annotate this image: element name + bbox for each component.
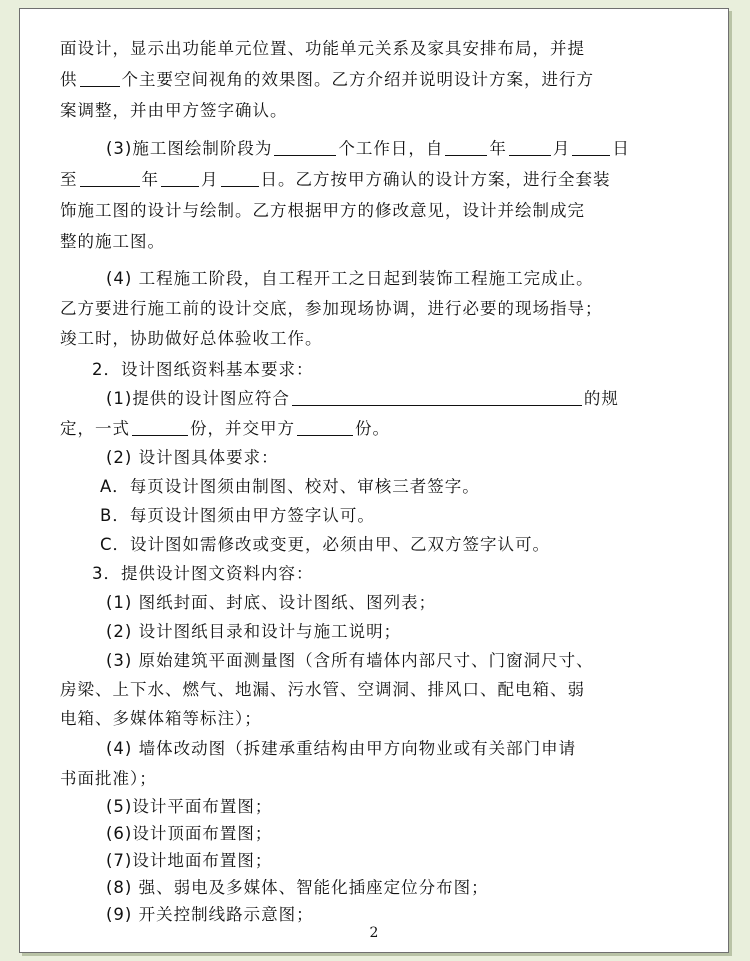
text-line: 案调整，并由甲方签字确认。	[60, 101, 288, 120]
text-line: (7)设计地面布置图；	[106, 851, 273, 870]
text-line: (2) 设计图具体要求：	[106, 448, 279, 467]
text-line: C．设计图如需修改或变更，必须由甲、乙双方签字认可。	[100, 535, 551, 554]
fill-blank	[80, 70, 120, 87]
text-line: 供 个主要空间视角的效果图。乙方介绍并说明设计方案，进行方	[60, 70, 594, 89]
text-line: (2) 设计图纸目录和设计与施工说明；	[106, 622, 402, 641]
section-heading: 3．提供设计图文资料内容：	[92, 564, 314, 583]
text-line: 书面批准）；	[60, 769, 157, 788]
text-line: (3)施工图绘制阶段为 个工作日，自 年 月 日	[106, 139, 630, 158]
text-line: B．每页设计图须由甲方签字认可。	[100, 506, 375, 525]
text-line: (1)提供的设计图应符合 的规	[106, 389, 619, 408]
fill-blank	[221, 170, 259, 187]
text-line: 饰施工图的设计与绘制。乙方根据甲方的修改意见，设计并绘制成完	[60, 201, 585, 220]
text-line: 电箱、多媒体箱等标注）；	[60, 709, 262, 728]
text-line: (9) 开关控制线路示意图；	[106, 905, 314, 924]
fill-blank	[297, 419, 353, 436]
page-number: 2	[369, 925, 379, 941]
fill-blank	[132, 419, 188, 436]
text-line: 房梁、上下水、燃气、地漏、污水管、空调洞、排风口、配电箱、弱	[60, 680, 585, 699]
fill-blank	[161, 170, 199, 187]
text-line: (5)设计平面布置图；	[106, 797, 273, 816]
document-page	[19, 8, 729, 953]
text-line: 面设计，显示出功能单元位置、功能单元关系及家具安排布局，并提	[60, 39, 585, 58]
text-line: (3) 原始建筑平面测量图（含所有墙体内部尺寸、门窗洞尺寸、	[106, 651, 594, 670]
text-line: (8) 强、弱电及多媒体、智能化插座定位分布图；	[106, 878, 489, 897]
text-line: A．每页设计图须由制图、校对、审核三者签字。	[100, 477, 480, 496]
fill-blank	[292, 389, 582, 406]
text-line: 至 年 月 日。乙方按甲方确认的设计方案，进行全套装	[60, 170, 611, 189]
text-line: 定，一式 份，并交甲方 份。	[60, 419, 390, 438]
text-line: (1) 图纸封面、封底、设计图纸、图列表；	[106, 593, 437, 612]
text-line: (6)设计顶面布置图；	[106, 824, 273, 843]
text-line: 乙方要进行施工前的设计交底，参加现场协调，进行必要的现场指导；	[60, 299, 603, 318]
section-heading: 2．设计图纸资料基本要求：	[92, 360, 314, 379]
fill-blank	[274, 139, 336, 156]
fill-blank	[572, 139, 610, 156]
text-line: (4) 工程施工阶段，自工程开工之日起到装饰工程施工完成止。	[106, 269, 594, 288]
text-line: (4) 墙体改动图（拆建承重结构由甲方向物业或有关部门申请	[106, 739, 577, 758]
fill-blank	[509, 139, 551, 156]
text-line: 竣工时，协助做好总体验收工作。	[60, 329, 323, 348]
fill-blank	[445, 139, 487, 156]
fill-blank	[80, 170, 140, 187]
text-line: 整的施工图。	[60, 232, 165, 251]
